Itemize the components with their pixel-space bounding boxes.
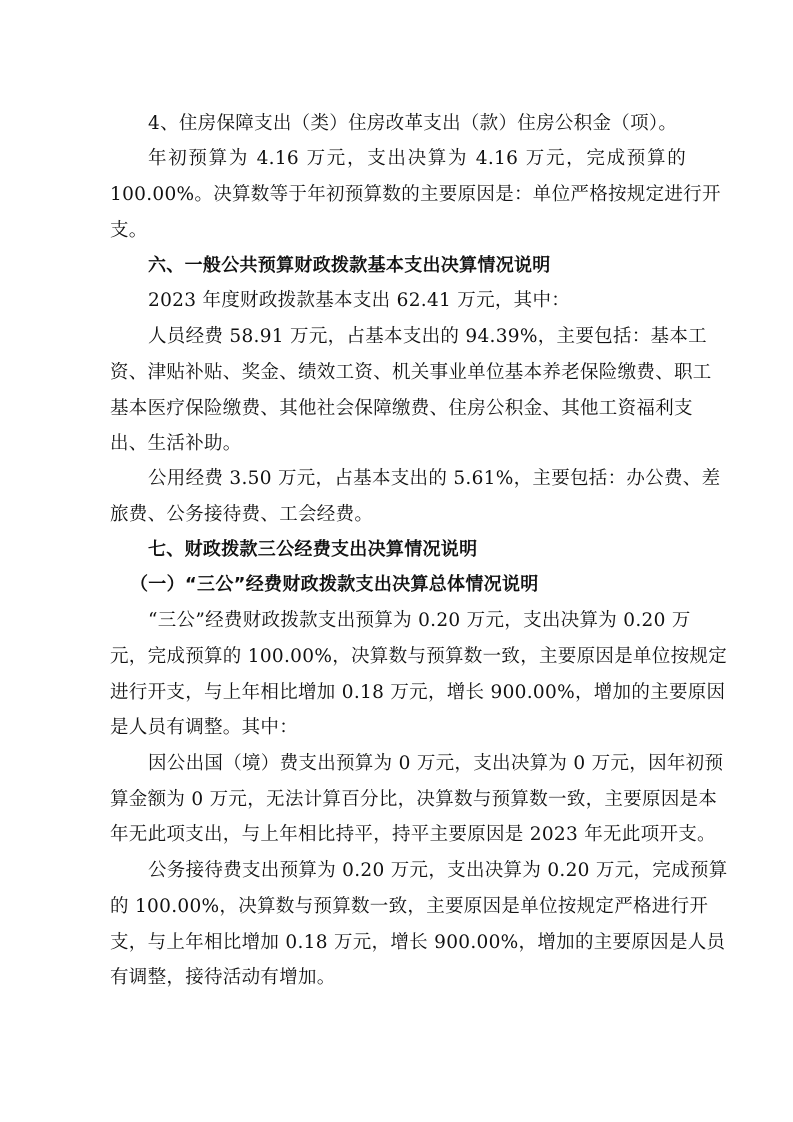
paragraph-line: 旅费、公务接待费、工会经费。	[110, 504, 374, 525]
subsection-1-heading: （一）“三公”经费财政拨款支出决算总体情况说明	[130, 574, 539, 595]
paragraph-line: 年无此项支出，与上年相比持平，持平主要原因是 2023 年无此项开支。	[110, 824, 716, 845]
paragraph-line: 算金额为 0 万元，无法计算百分比，决算数与预算数一致，主要原因是本	[110, 789, 718, 810]
item-4-housing-fund: 4、住房保障支出（类）住房改革支出（款）住房公积金（项）。	[148, 113, 678, 134]
paragraph-line: 支。	[110, 220, 148, 241]
section-6-heading: 六、一般公共预算财政拨款基本支出决算情况说明	[148, 255, 551, 276]
paragraph-line: 是人员有调整。其中：	[110, 717, 299, 738]
section-7-heading: 七、财政拨款三公经费支出决算情况说明	[148, 539, 478, 560]
paragraph-line: 100.00%。决算数等于年初预算数的主要原因是：单位严格按规定进行开	[110, 184, 721, 205]
paragraph-line: 资、津贴补贴、奖金、绩效工资、机关事业单位基本养老保险缴费、职工	[110, 362, 712, 383]
paragraph-line: 基本医疗保险缴费、其他社会保障缴费、住房公积金、其他工资福利支	[110, 398, 693, 419]
paragraph-line: 进行开支，与上年相比增加 0.18 万元，增长 900.00%，增加的主要原因	[110, 682, 726, 703]
paragraph-line: 有调整，接待活动有增加。	[110, 967, 336, 988]
paragraph-line: 2023 年度财政拨款基本支出 62.41 万元，其中：	[148, 290, 571, 311]
paragraph-line: 出、生活补助。	[110, 433, 242, 454]
paragraph-line: 人员经费 58.91 万元，占基本支出的 94.39%，主要包括：基本工	[148, 326, 707, 347]
paragraph-line: “三公”经费财政拨款支出预算为 0.20 万元，支出决算为 0.20 万	[148, 610, 691, 631]
paragraph-line: 因公出国（境）费支出预算为 0 万元，支出决算为 0 万元，因年初预	[148, 753, 724, 774]
paragraph-line: 的 100.00%，决算数与预算数一致，主要原因是单位按规定严格进行开	[110, 896, 709, 917]
paragraph-line: 元，完成预算的 100.00%，决算数与预算数一致，主要原因是单位按规定	[110, 646, 727, 667]
paragraph-line: 支，与上年相比增加 0.18 万元，增长 900.00%，增加的主要原因是人员	[110, 932, 726, 953]
paragraph-line: 公用经费 3.50 万元，占基本支出的 5.61%，主要包括：办公费、差	[148, 468, 721, 489]
paragraph-line: 年初预算为 4.16 万元，支出决算为 4.16 万元，完成预算的	[148, 148, 686, 169]
paragraph-line: 公务接待费支出预算为 0.20 万元，支出决算为 0.20 万元，完成预算	[148, 860, 728, 881]
